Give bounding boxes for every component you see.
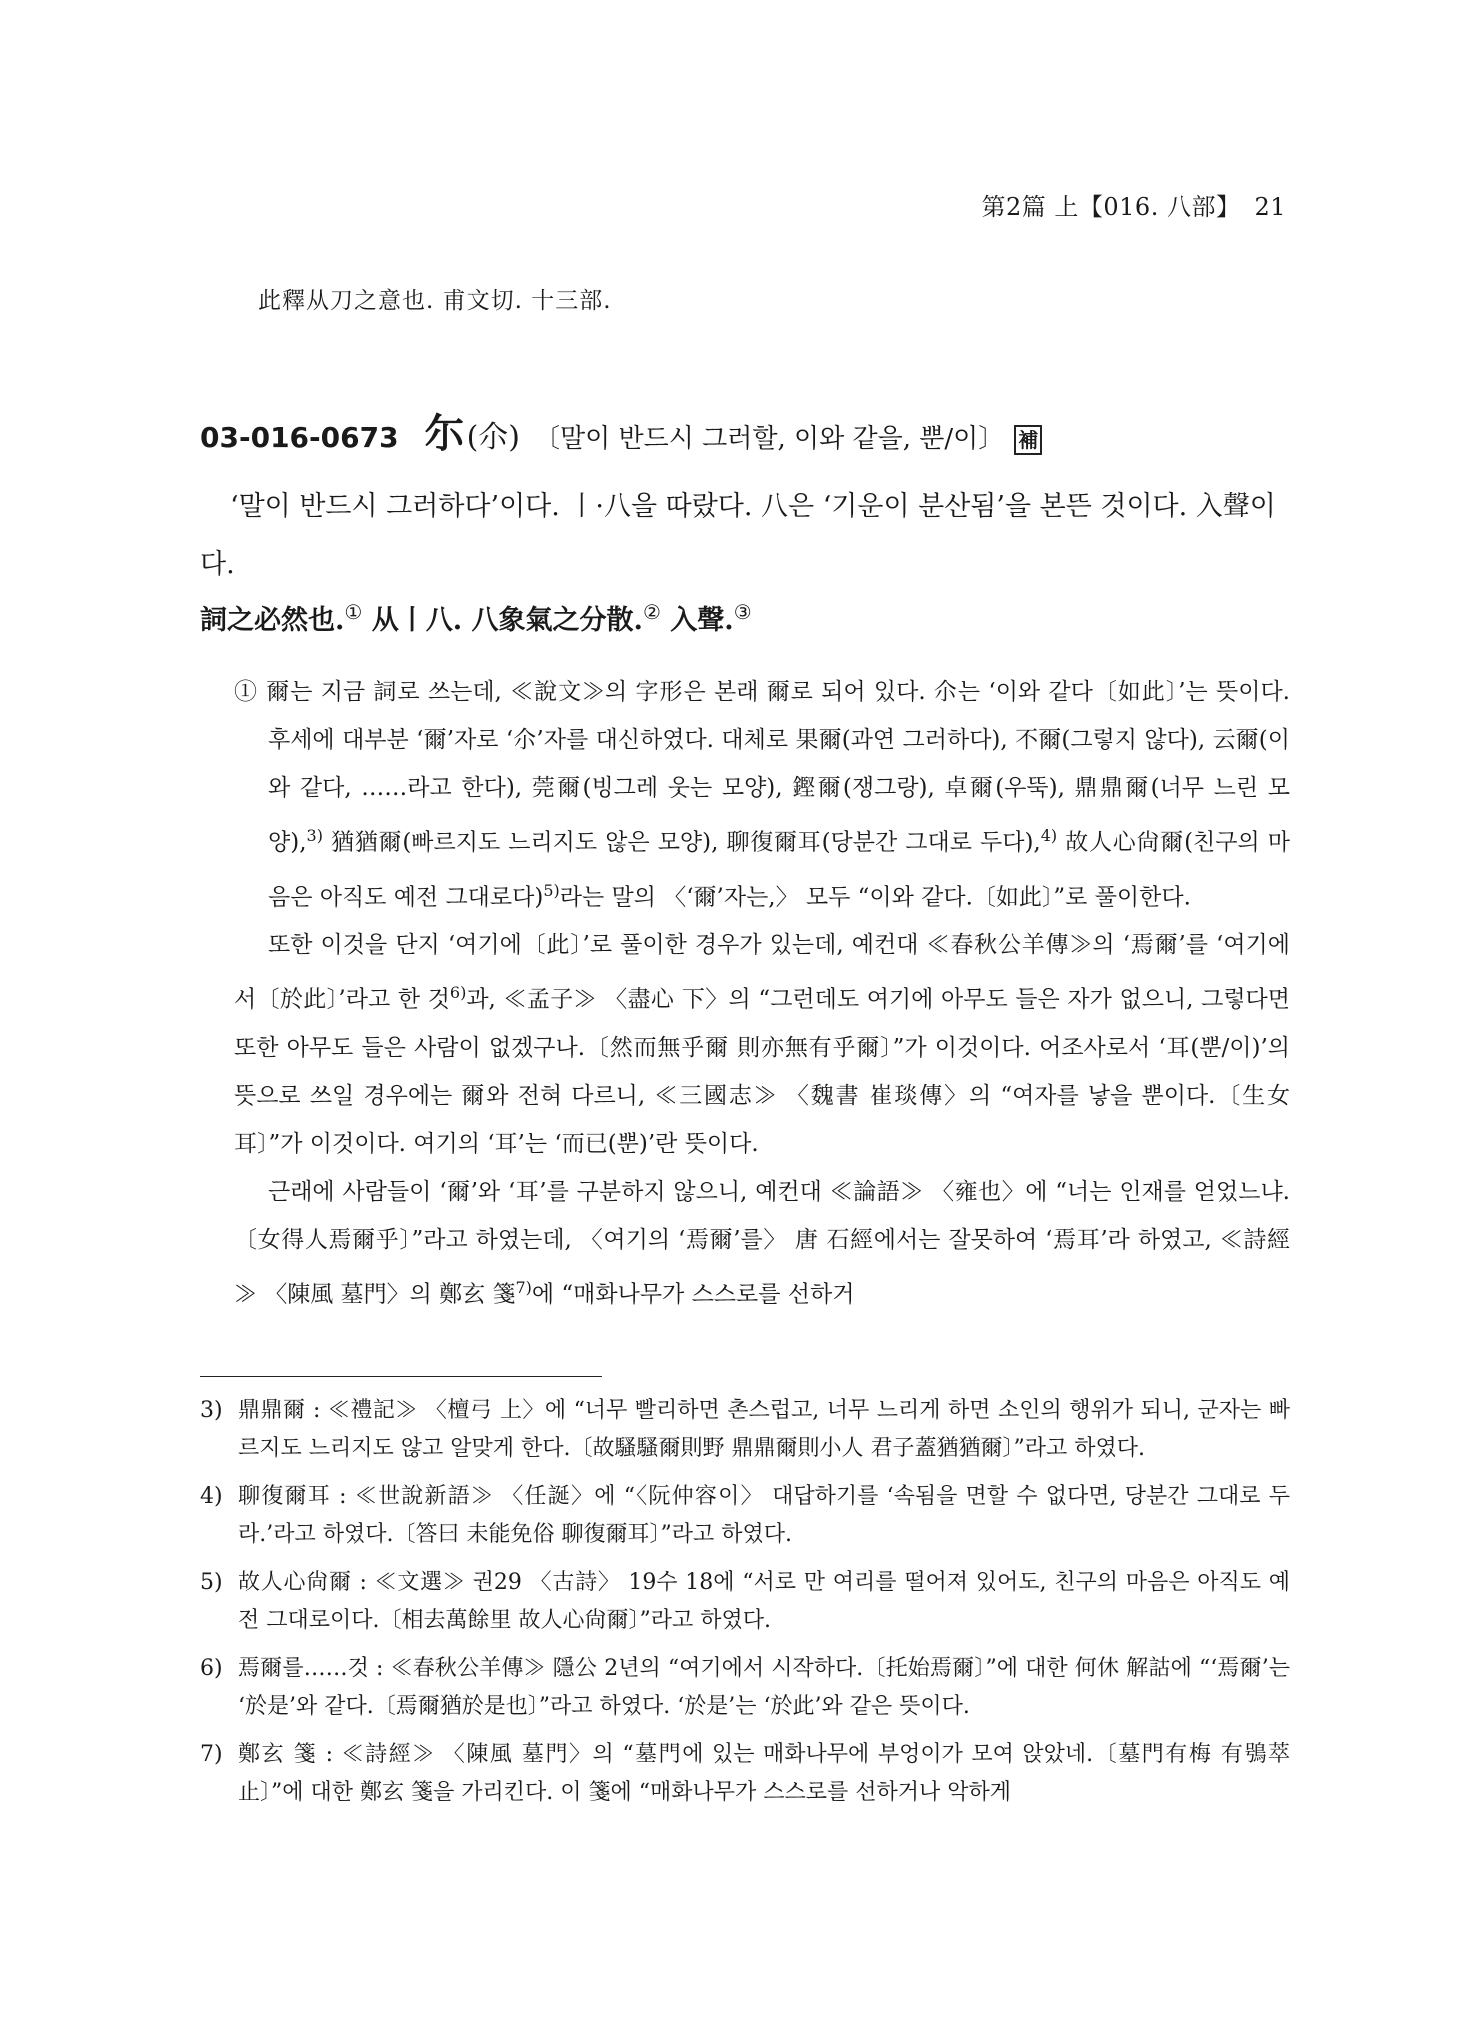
footnote-text: 聊復爾耳 : ≪世說新語≫ 〈任誕〉에 “〈阮仲容이〉 대답하기를 ‘속됨을 면할 수 없다면, 당분간 그대로 두라.’라고 하였다.〔答曰 未能免俗 聊復爾耳〕”라고 하였다. (238, 1484, 1290, 1547)
footnote-ref[interactable]: 5) (543, 880, 560, 900)
footnote-number: 3) (200, 1398, 223, 1423)
translation-paragraph (200, 478, 1290, 594)
note-paragraph (234, 668, 1290, 921)
footnote-number: 5) (200, 1570, 223, 1595)
running-header (981, 187, 1286, 222)
note-text: 猶猶爾(빠르지도 느리지도 않은 모양), 聊復爾耳(당분간 그대로 두다), (322, 829, 1041, 856)
alternate-form: (尒) (466, 420, 521, 455)
entry-heading (200, 402, 1042, 459)
footnote (200, 1392, 1290, 1468)
entry-gloss: 〔말이 반드시 그러할, 이와 같을, 뿐/이〕 (534, 424, 1005, 454)
supplement-mark: 補 (1014, 425, 1042, 455)
footnote-ref[interactable]: 3) (306, 826, 323, 845)
note-marker: ③ (733, 600, 752, 624)
original-part: 从丨八. 八象氣之分散. (362, 605, 643, 636)
note-paragraph (234, 1168, 1290, 1319)
original-part: 入聲. (660, 605, 734, 636)
footnote (200, 1650, 1290, 1726)
translation-text: ‘말이 반드시 그러하다’이다. 丨·八을 따랐다. 八은 ‘기운이 분산됨’을 본뜬 것이다. 入聲이다. (200, 491, 1276, 580)
footnote-divider (200, 1376, 602, 1377)
entry-id: 03-016-0673 (200, 421, 399, 454)
seal-character: 尓 (424, 410, 465, 457)
note-marker: ② (642, 600, 661, 624)
footnote-text: 鄭玄 箋 : ≪詩經≫ 〈陳風 墓門〉의 “墓門에 있는 매화나무에 부엉이가 모여 앉았네.〔墓門有梅 有鴞萃止〕”에 대한 鄭玄 箋을 가리킨다. 이 箋에 “매화나무가 스스로를 선하거나 악하게 (238, 1742, 1291, 1805)
note-marker: ① (344, 600, 363, 624)
note-text: 또한 이것을 단지 ‘여기에〔此〕’로 풀이한 경우가 있는데, 예컨대 ≪春秋公羊傳≫의 ‘焉爾’를 ‘여기에서〔於此〕’라고 한 것 (234, 932, 1290, 1013)
note-text: ① 爾는 지금 詞로 쓰는데, ≪說文≫의 字形은 본래 爾로 되어 있다. 尒는 ‘이와 같다〔如此〕’는 뜻이다. 후세에 대부분 ‘爾’자로 ‘尒’자를 대신하였다. 대체로 果爾(과연 그러하다), 不爾(그렇지 않다), 云爾(이와 같다, ……라고 한다), 莞爾(빙그레 웃는 모양), 鏗爾(쟁그랑), 卓爾(우뚝), 鼎鼎爾(너무 느린 모양), (234, 679, 1290, 856)
page-number: 21 (1254, 193, 1286, 221)
footnote (200, 1736, 1290, 1812)
footnote-number: 7) (200, 1742, 223, 1767)
chapter-heading: 第2篇 上【016. 八部】 (981, 193, 1241, 221)
note-text: 라는 말의 〈‘爾’자는,〉 모두 “이와 같다.〔如此〕”로 풀이한다. (559, 884, 1191, 911)
footnote (200, 1564, 1290, 1640)
footnote-text: 鼎鼎爾 : ≪禮記≫ 〈檀弓 上〉에 “너무 빨리하면 촌스럽고, 너무 느리게 하면 소인의 행위가 되니, 군자는 빠르지도 느리지도 않고 알맞게 한다.〔故騷騷爾則野 鼎鼎爾則小人 君子蓋猶猶爾〕”라고 하였다. (238, 1398, 1290, 1461)
footnote-text: 故人心尙爾 : ≪文選≫ 권29 〈古詩〉 19수 18에 “서로 만 여리를 떨어져 있어도, 친구의 마음은 아직도 예전 그대로이다.〔相去萬餘里 故人心尙爾〕”라고 하였다. (238, 1570, 1290, 1633)
note-text: 과, ≪孟子≫ 〈盡心 下〉의 “그런데도 여기에 아무도 들은 자가 없으니, 그렇다면 또한 아무도 들은 사람이 없겠구나.〔然而無乎爾 則亦無有乎爾〕”가 이것이다. 어조사로서 ‘耳(뿐/이)’의 뜻으로 쓰일 경우에는 爾와 전혀 다르니, ≪三國志≫ 〈魏書 崔琰傳〉의 “여자를 낳을 뿐이다.〔生女耳〕”가 이것이다. 여기의 ‘耳’는 ‘而已(뿐)’란 뜻이다. (234, 986, 1290, 1157)
original-part: 詞之必然也. (200, 605, 345, 636)
commentary-notes (234, 668, 1290, 1319)
note-text: 故人心尙爾(친구의 마음은 아직도 예전 그대로다) (268, 829, 1290, 911)
footnote-number: 6) (200, 1656, 223, 1681)
footnote-ref[interactable]: 4) (1040, 826, 1058, 845)
footnote (200, 1478, 1290, 1554)
note-text: 근래에 사람들이 ‘爾’와 ‘耳’를 구분하지 않으니, 예컨대 ≪論語≫ 〈雍也〉에 “너는 인재를 얻었느냐.〔女得人焉爾乎〕”라고 하였는데, 〈여기의 ‘焉爾’를〉 唐 石經에서는 잘못하여 ‘焉耳’라 하였고, ≪詩經≫ 〈陳風 墓門〉의 鄭玄 箋 (234, 1178, 1290, 1308)
continued-text: 此釋从刀之意也. 甫文切. 十三部. (258, 288, 612, 314)
footnote-number: 4) (200, 1484, 223, 1509)
footnote-ref[interactable]: 6) (449, 983, 467, 1003)
original-text (200, 598, 1290, 637)
footnotes (200, 1392, 1290, 1822)
footnote-ref[interactable]: 7) (515, 1277, 532, 1297)
note-paragraph (234, 921, 1290, 1168)
note-text: 에 “매화나무가 스스로를 선하거 (531, 1281, 855, 1308)
footnote-text: 焉爾를……것 : ≪春秋公羊傳≫ 隱公 2년의 “여기에서 시작하다.〔托始焉爾〕”에 대한 何休 解詁에 “‘焉爾’는 ‘於是’와 같다.〔焉爾猶於是也〕”라고 하였다. ‘於是’는 ‘於此’와 같은 뜻이다. (238, 1656, 1290, 1719)
